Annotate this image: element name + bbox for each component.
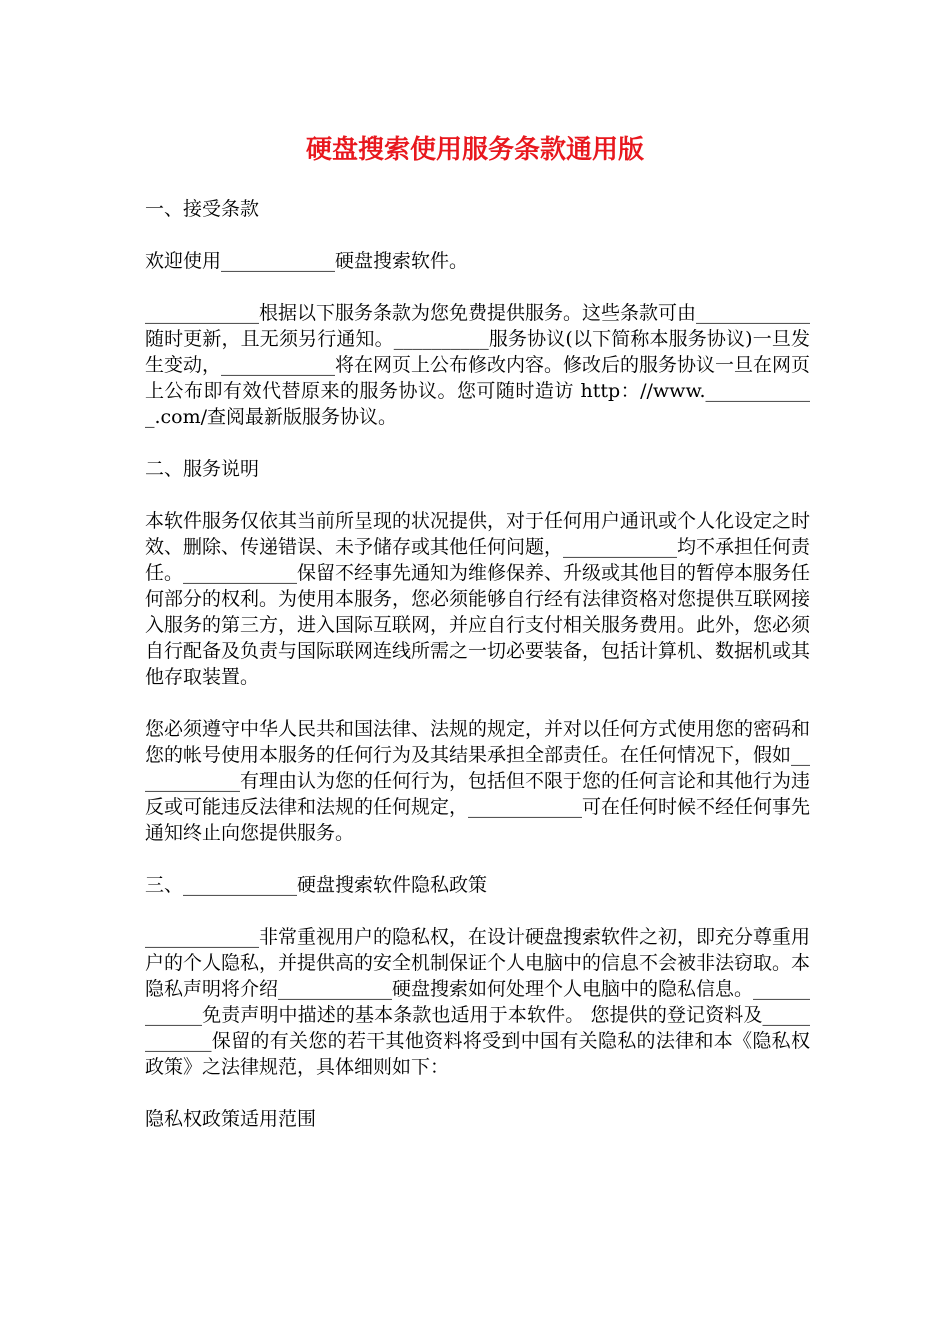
paragraph-privacy: ____________非常重视用户的隐私权，在设计硬盘搜索软件之初，即充分尊重用户的个人隐私，并提供高的安全机制保证个人电脑中的信息不会被非法窃取。本隐私声明将介绍____________硬盘搜索如何处理个人电脑中的隐私信息。____________免责声明中描述的基本条款也适用于本软件。 您提供的登记资料及____________保留的有关您的若干其他资料将受到中国有关隐私的法律和本《隐私权政策》之法律规范，具体细则如下： <box>145 926 811 1078</box>
paragraph-terms-update: ____________根据以下服务条款为您免费提供服务。这些条款可由____________随时更新，且无须另行通知。__________服务协议(以下简称本服务协议)一旦发生变动，____________将在网页上公布修改内容。修改后的服务协议一旦在网页上公布即有效代替原来的服务协议。您可随时造访 http：//www.____________.com/查阅最新版服务协议。 <box>145 302 811 428</box>
paragraph-legal-compliance: 您必须遵守中华人民共和国法律、法规的规定，并对以任何方式使用您的密码和您的帐号使用本服务的任何行为及其结果承担全部责任。在任何情况下，假如____________有理由认为您的任何行为，包括但不限于您的任何言论和其他行为违反或可能违反法律和法规的任何规定，____________可在任何时候不经任何事先通知终止向您提供服务。 <box>145 718 811 844</box>
section-heading-privacy-policy: 三、____________硬盘搜索软件隐私政策 <box>145 874 488 896</box>
paragraph-welcome: 欢迎使用____________硬盘搜索软件。 <box>145 250 469 272</box>
document-body <box>145 196 810 1158</box>
document-title: 硬盘搜索使用服务条款通用版 <box>305 135 644 165</box>
section-heading-accept-terms: 一、接受条款 <box>145 198 260 220</box>
paragraph-service-as-is: 本软件服务仅依其当前所呈现的状况提供，对于任何用户通讯或个人化设定之时效、删除、传递错误、未予储存或其他任何问题，____________均不承担任何责任。____________保留不经事先通知为维修保养、升级或其他目的暂停本服务任何部分的权利。为使用本服务，您必须能够自行经有法律资格对您提供互联网接入服务的第三方，进入国际互联网，并应自行支付相关服务费用。此外，您必须自行配备及负责与国际联网连线所需之一切必要装备，包括计算机、数据机或其他存取装置。 <box>145 510 811 688</box>
section-heading-service-description: 二、服务说明 <box>145 458 260 480</box>
section-heading-privacy-scope: 隐私权政策适用范围 <box>145 1108 317 1130</box>
